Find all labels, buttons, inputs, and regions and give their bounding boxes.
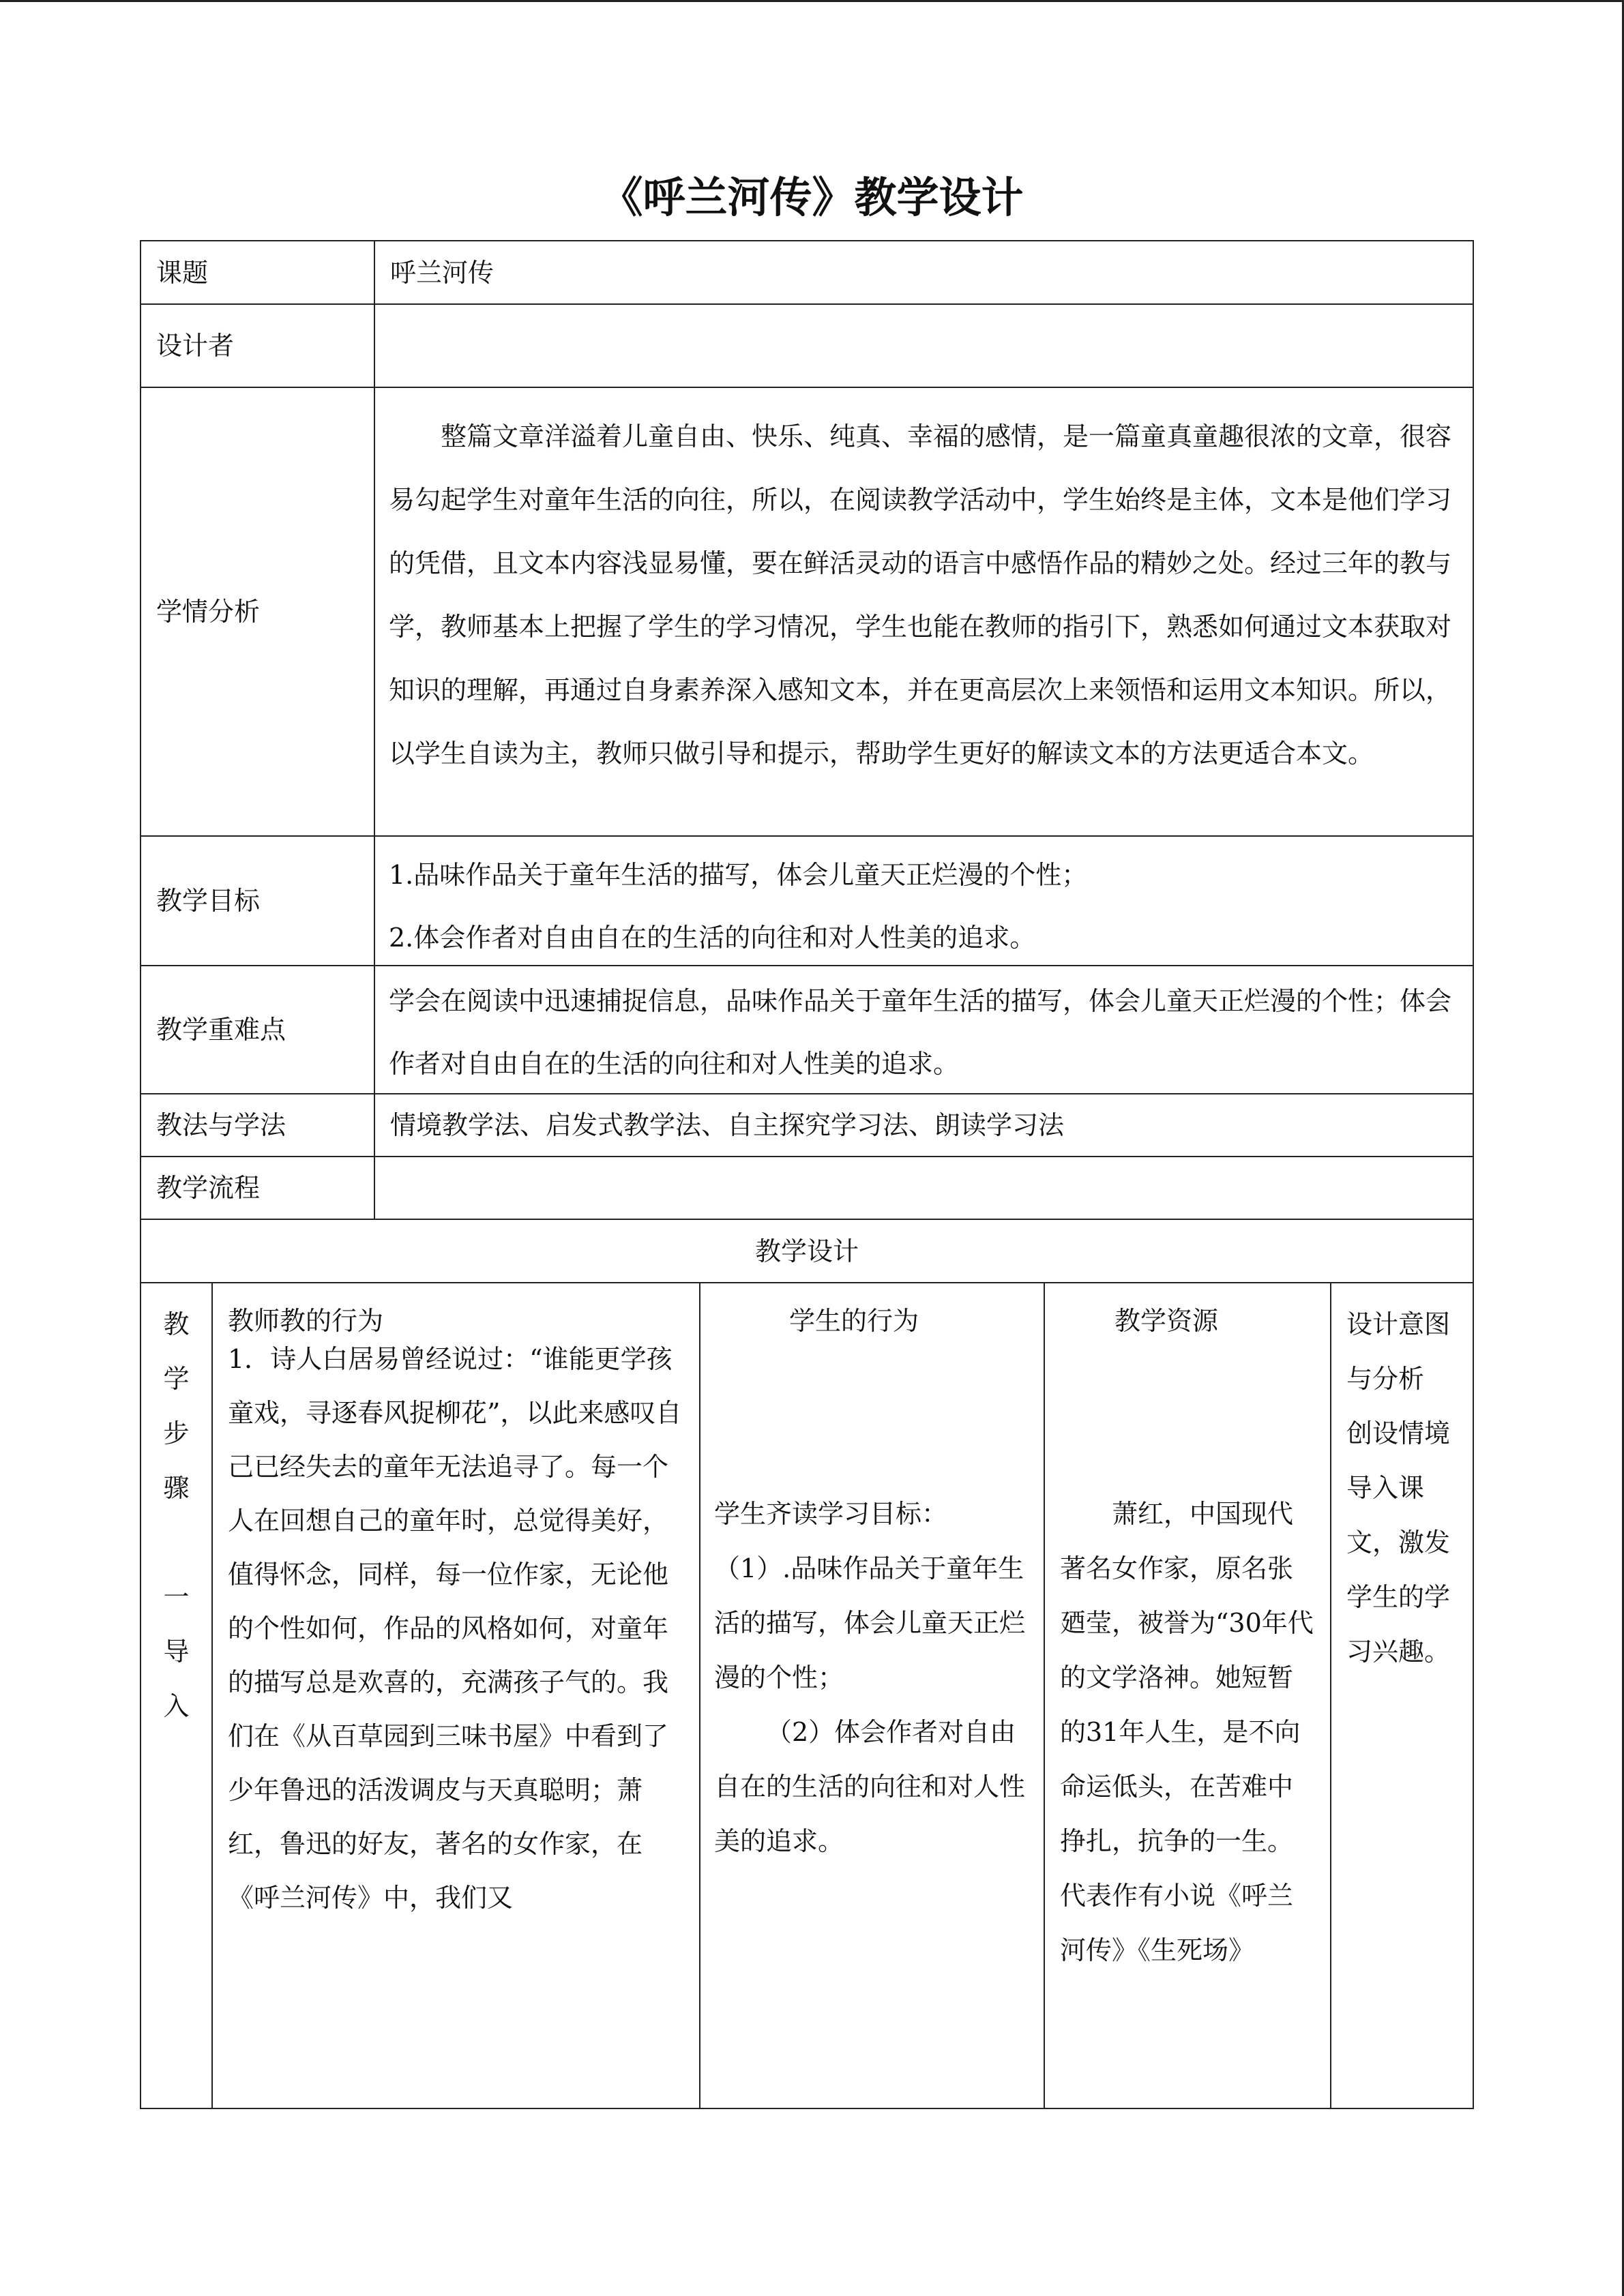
key-points-text-cell [374,965,1474,1094]
goal-item-1: 1.品味作品关于童年生活的描写，体会儿童天正烂漫的个性； [389,860,1088,890]
topic-label-cell [140,240,375,305]
step-char: 一 [163,1582,190,1612]
step-char: 入 [163,1691,190,1721]
step-char-gap [141,1515,211,1570]
topic-value: 呼兰河传 [390,257,494,288]
methods-label: 教法与学法 [156,1110,286,1140]
resource-column [1044,1282,1331,2109]
analysis-label-cell [140,387,375,837]
teacher-column [211,1282,700,2109]
designer-label-cell [140,303,375,388]
step-char: 骤 [163,1473,190,1503]
intent-text: 创设情境导入课文，激发学生的学习兴趣。 [1346,1418,1451,1667]
step-char: 学 [163,1364,190,1394]
designer-label: 设计者 [156,331,235,361]
intent-header: 设计意图与分析 [1346,1309,1451,1394]
designer-value-cell [374,303,1474,388]
process-label-cell [140,1156,375,1220]
document-title: 《呼兰河传》教学设计 [600,173,1024,222]
topic-value-cell [374,240,1474,305]
goals-label-cell [140,835,375,966]
topic-label: 课题 [156,257,209,288]
design-section-label: 教学设计 [754,1236,859,1266]
student-header: 学生的行为 [789,1306,919,1336]
goals-text-cell [374,835,1474,966]
student-goal-2: （2）体会作者对自由自在的生活的向往和对人性美的追求。 [714,1717,1026,1856]
analysis-label: 学情分析 [156,597,261,627]
step-char: 教 [163,1309,190,1339]
teacher-text: 1．诗人白居易曾经说过：“谁能更学孩童戏，寻逐春风捉柳花”，以此来感叹自己已经失去的童年无法追寻了。每一个人在回想自己的童年时，总觉得美好，值得怀念，同样，每一位作家，无论他的个性如何，作品的风格如何，对童年的描写总是欢喜的，充满孩子气的。我们在《从百草园到三味书屋》中看到了少年鲁迅的活泼调皮与天真聪明；萧红，鲁迅的好友，著名的女作家，在《呼兰河传》中，我们又 [228,1344,682,1913]
page-edge-top [0,0,1624,2]
process-value-cell [374,1156,1474,1220]
methods-text-cell [374,1093,1474,1157]
methods-text: 情境教学法、启发式教学法、自主探究学习法、朗读学习法 [390,1110,1065,1140]
intent-column [1330,1282,1474,2109]
step-label-vertical [141,1283,211,1733]
design-section-header [140,1219,1474,1283]
goals-label: 教学目标 [156,886,261,916]
student-column [699,1282,1045,2109]
goal-item-2: 2.体会作者对自由自在的生活的向往和对人性美的追求。 [389,923,1036,953]
process-label: 教学流程 [156,1173,261,1203]
key-points-label: 教学重难点 [156,1015,286,1045]
teacher-header: 教师教的行为 [228,1306,384,1336]
resource-text: 萧红，中国现代著名女作家，原名张廼莹，被誉为“30年代的文学洛神。她短暂的31年人生，是不向命运低头，在苦难中挣扎，抗争的一生。代表作有小说《呼兰河传》《生死场》 [1060,1499,1314,1965]
analysis-text-cell [374,387,1474,837]
step-column [140,1282,213,2109]
step-char: 步 [163,1418,190,1448]
student-intro: 学生齐读学习目标： [714,1499,948,1529]
resource-header: 教学资源 [1114,1306,1219,1336]
key-points-label-cell [140,965,375,1094]
methods-label-cell [140,1093,375,1157]
key-points-text: 学会在阅读中迅速捕捉信息，品味作品关于童年生活的描写，体会儿童天正烂漫的个性；体会作者对自由自在的生活的向往和对人性美的追求。 [389,986,1452,1079]
step-char: 导 [163,1637,190,1667]
student-goal-1: （1）.品味作品关于童年生活的描写，体会儿童天正烂漫的个性； [714,1553,1026,1693]
analysis-text: 整篇文章洋溢着儿童自由、快乐、纯真、幸福的感情，是一篇童真童趣很浓的文章，很容易勾起学生对童年生活的向往，所以，在阅读教学活动中，学生始终是主体，文本是他们学习的凭借，且文本内容浅显易懂，要在鲜活灵动的语言中感悟作品的精妙之处。经过三年的教与学，教师基本上把握了学生的学习情况，学生也能在教师的指引下，熟悉如何通过文本获取对知识的理解，再通过自身素养深入感知文本，并在更高层次上来领悟和运用文本知识。所以，以学生自读为主，教师只做引导和提示，帮助学生更好的解读文本的方法更适合本文。 [389,421,1452,769]
